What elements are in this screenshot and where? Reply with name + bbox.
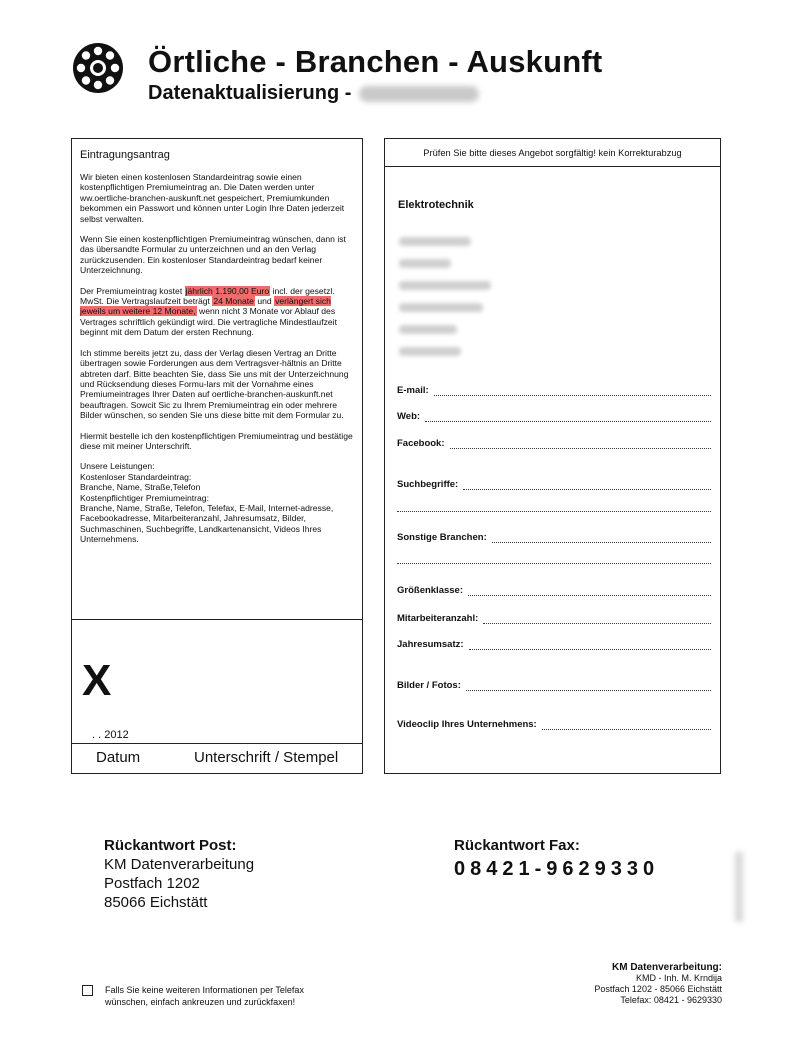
order-paragraph: Hiermit bestelle ich den kostenpflichtigen Premiumeintrag und bestätige diese mit meiner Unterschrift. (80, 430, 353, 451)
videoclip-field[interactable] (397, 719, 711, 730)
post-reply-title: Rückantwort Post: (104, 837, 237, 854)
company-owner: KMD - Inh. M. Krndija (635, 973, 722, 983)
price-highlight: jährlich 1.190,00 Euro (185, 285, 270, 296)
premium-paragraph: Wenn Sie einen kostenpflichtigen Premiumeintrag wünschen, dann ist das übersandte Formular zu unterzeichnen und an den Verlag zurückzusenden. Ein kostenloser Standardeintrag bedarf keiner Unterzeichnung. (80, 234, 346, 276)
opt-out-line: wünschen, einfach ankreuzen und zurückfaxen! (105, 997, 296, 1007)
revenue-label: Jahresumsatz: (397, 639, 464, 650)
application-box (71, 138, 363, 774)
redacted-fax (399, 347, 461, 356)
fax-number: 08421-9629330 (454, 858, 660, 880)
facebook-label: Facebook: (397, 438, 445, 449)
renewal-highlight: verlängert sich jeweils um weitere 12 Monate, (80, 296, 331, 317)
photos-field[interactable] (397, 680, 711, 691)
opt-out-checkbox[interactable] (82, 985, 93, 996)
keywords-field[interactable] (397, 479, 711, 490)
date-value: . . 2012 (92, 729, 129, 741)
fill-line (542, 721, 711, 730)
redacted-phone (399, 325, 457, 334)
term-highlight: 24 Monate (213, 296, 254, 307)
email-field[interactable] (397, 385, 711, 396)
fill-line (463, 481, 711, 490)
fill-line (468, 587, 711, 596)
services-line: Branche, Name, Straße, Telefon, Telefax, E-Mail, Internet-adresse, Facebookadresse, Mitarbeiteranzahl, Jahresumsatz, Bilder, Suchmaschinen, Suchbegriffe, Landkartenansicht, Videos Ihres Unternehmens. (80, 502, 334, 545)
company-postal: Postfach 1202 - 85066 Eichstätt (594, 984, 722, 994)
business-category: Elektrotechnik (398, 199, 474, 211)
fill-line (469, 641, 711, 650)
size-class-field[interactable] (397, 585, 711, 596)
application-text (80, 147, 358, 545)
telephone-dial-icon (72, 42, 124, 94)
price-text-d: wenn nicht 3 Monate vor Ablauf des Vertrages schriftlich gekündigt wird. Die vertragliche Mindestlaufzeit beginnt mit dem Datum der ersten Rechnung. (80, 306, 337, 338)
videoclip-label: Videoclip Ihres Unternehmens: (397, 719, 537, 730)
web-label: Web: (397, 411, 421, 422)
services-line: Branche, Name, Straße,Telefon (80, 482, 201, 493)
divider (72, 619, 362, 620)
redacted-street (399, 281, 491, 290)
scan-artifact (735, 852, 743, 922)
services-line: Unsere Leistungen: (80, 461, 155, 472)
other-branches-label: Sonstige Branchen: (397, 532, 487, 543)
fill-line (483, 615, 711, 624)
post-address-line: Postfach 1202 (104, 875, 200, 892)
web-field[interactable] (397, 411, 711, 422)
post-address-line: 85066 Eichstätt (104, 894, 208, 911)
redacted-owner (399, 259, 451, 268)
employees-field[interactable] (397, 613, 711, 624)
post-address-line: KM Datenverarbeitung (104, 856, 255, 873)
review-notice: Prüfen Sie bitte dieses Angebot sorgfältig! kein Korrekturabzug (385, 139, 720, 167)
employees-label: Mitarbeiteranzahl: (397, 613, 479, 624)
fill-line (450, 440, 711, 449)
signature-label: Unterschrift / Stempel (194, 749, 339, 766)
other-branches-field[interactable] (397, 532, 711, 543)
page-title: Örtliche - Branchen - Auskunft (148, 44, 603, 79)
facebook-field[interactable] (397, 438, 711, 449)
services-list (80, 461, 358, 544)
page-subtitle (148, 82, 479, 105)
branches-continuation-line[interactable] (397, 563, 711, 564)
fill-line (492, 534, 711, 543)
opt-out-text (105, 984, 375, 1008)
company-fax: Telefax: 08421 - 9629330 (620, 995, 722, 1005)
redacted-city (399, 303, 483, 312)
price-text-b: incl. der gesetzl. MwSt. Die Vertragslaufzeit beträgt (80, 285, 335, 307)
keywords-continuation-line[interactable] (397, 511, 711, 512)
entry-data-box (384, 138, 721, 774)
application-title: Eintragungsantrag (80, 149, 170, 161)
company-address (594, 962, 722, 1006)
opt-out-line: Falls Sie keine weiteren Informationen per Telefax (105, 985, 304, 995)
price-text-a: Der Premiumeintrag kostet (80, 285, 185, 296)
consent-paragraph: Ich stimme bereits jetzt zu, dass der Verlag diesen Vertrag an Dritte übertragen sowie Forderungen aus dem Vertragsver-hältnis an Dritte abtreten darf. Bitte beachten Sie, dass Sie uns mit der Unterzeichnung und Rücksendung dieses Formu-lars mit der Vornahme eines Premiumeintrages Ihrer Daten auf oertliche-branchen-auskunft.net beauftragen. Sowcit Sic zu Ihrem Premiumeintrag ein oder mehrere Bilder wünschen, so senden Sie uns diese bitte mit dem Formular zu. (80, 347, 349, 421)
redacted-location (359, 86, 479, 102)
size-class-label: Größenklasse: (397, 585, 463, 596)
date-label: Datum (96, 749, 141, 766)
revenue-field[interactable] (397, 639, 711, 650)
redacted-company-name (399, 237, 471, 246)
fill-line (434, 387, 711, 396)
intro-paragraph: Wir bieten einen kostenlosen Standardeintrag sowie einen kostenpflichtigen Premiumeintrag an. Die Daten werden unter ww.oertliche-branchen-auskunft.net gespeichert, Premiumkunden bekommen ein Passwort und können unter Login Ihre Daten jederzeit selbst verwalten. (80, 172, 345, 224)
fill-line (466, 682, 711, 691)
price-paragraph (80, 286, 358, 338)
keywords-label: Suchbegriffe: (397, 479, 459, 490)
fax-reply-title: Rückantwort Fax: (454, 837, 580, 854)
services-line: Kostenpflichtiger Premiumeintrag: (80, 492, 209, 503)
company-name: KM Datenverarbeitung: (611, 962, 722, 973)
signature-x-mark: X (82, 656, 112, 705)
subtitle-text: Datenaktualisierung - (148, 82, 352, 104)
divider (72, 743, 362, 744)
price-text-c: und (254, 296, 275, 307)
photos-label: Bilder / Fotos: (397, 680, 461, 691)
services-line: Kostenloser Standardeintrag: (80, 471, 192, 482)
email-label: E-mail: (397, 385, 429, 396)
fill-line (425, 413, 711, 422)
